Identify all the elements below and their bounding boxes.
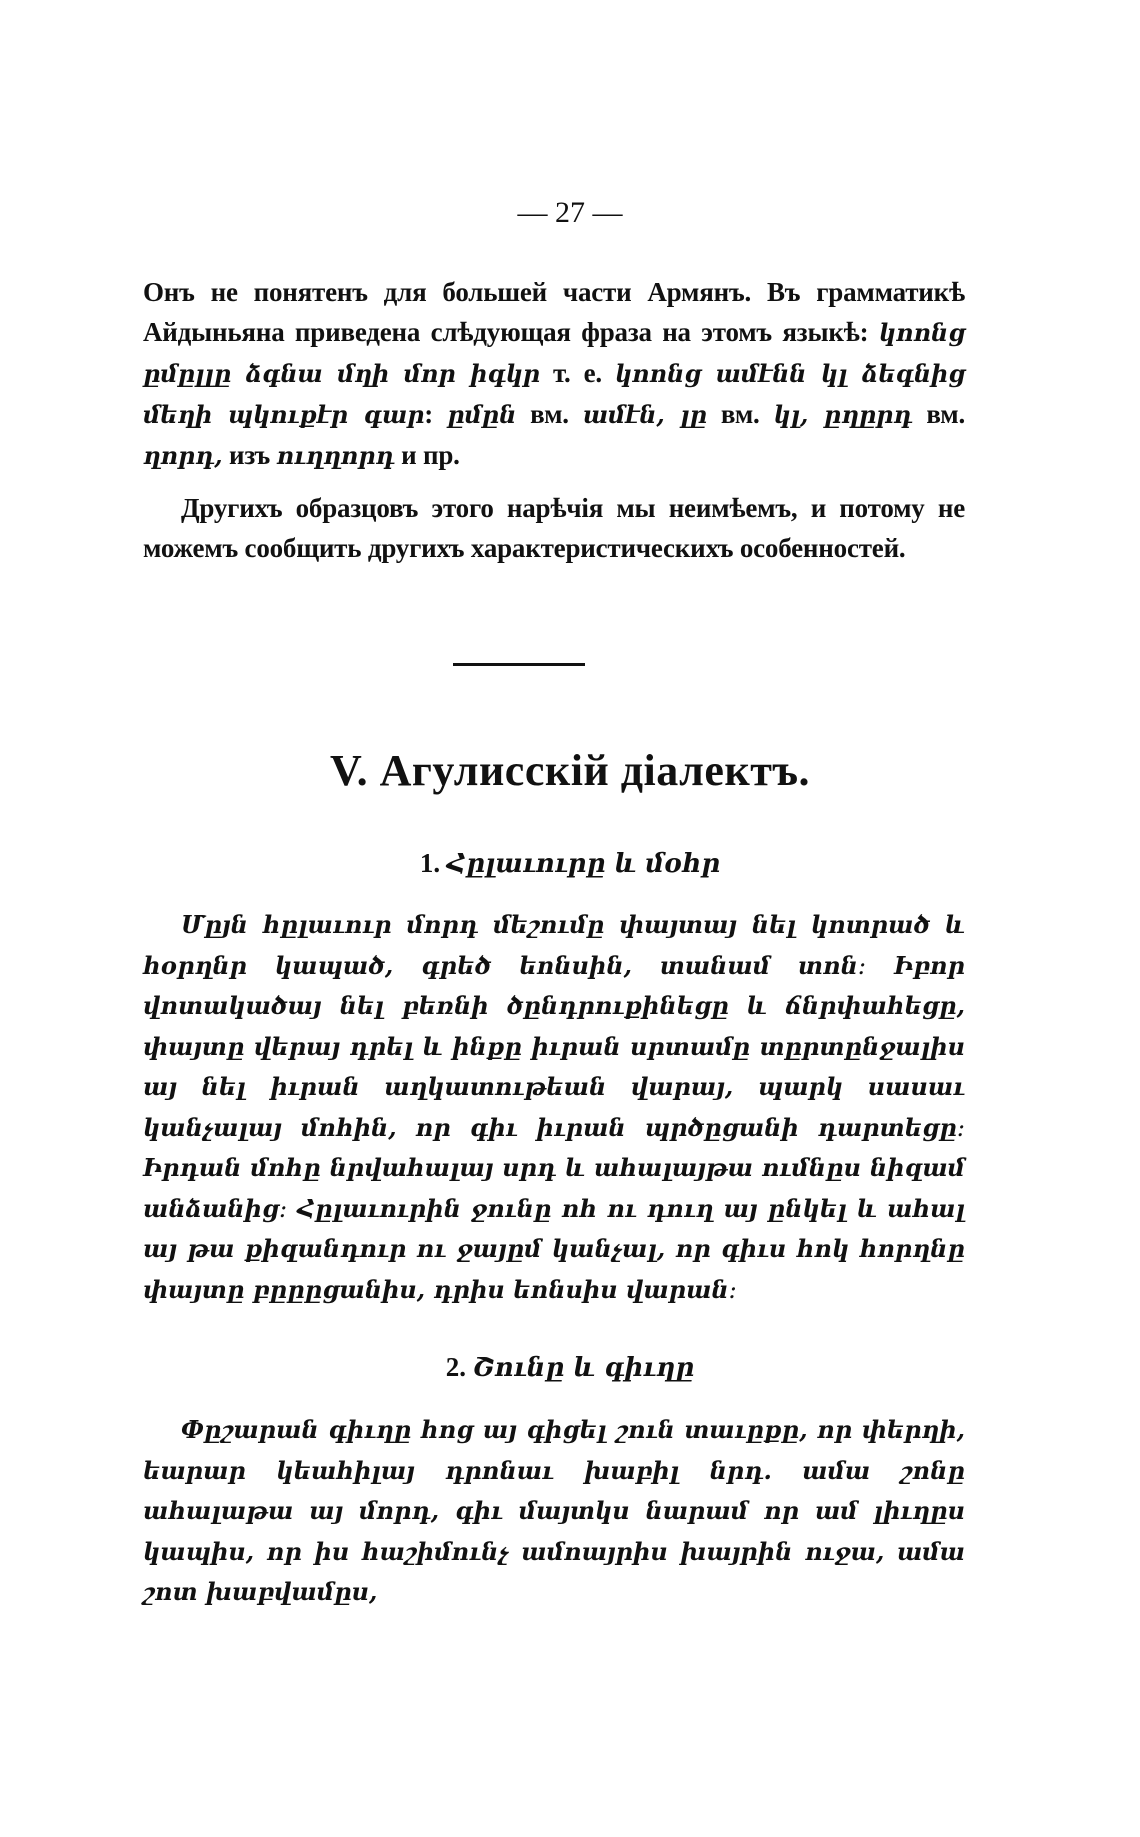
armenian-translation: կոոնց ամէնն կլ ձեգնից մեղի պկուքէր գար <box>143 359 965 429</box>
vm-text: вм. <box>516 399 583 429</box>
section-divider <box>453 663 585 666</box>
armenian-word: ղորդ, <box>143 441 223 470</box>
armenian-word: ամէն, լը <box>582 400 707 429</box>
section-1-title: Հըլաւուրը և մօհր <box>446 849 721 879</box>
te-text: т. е. <box>539 358 615 388</box>
from-text: изъ <box>222 440 277 470</box>
section-2-heading <box>0 1352 1140 1383</box>
section-2-body <box>143 1410 965 1613</box>
paragraph-2: Другихъ образцовъ этого нарѣчія мы неимѣемъ, и потому не можемъ сообщить другихъ характеристическихъ особенностей. <box>143 493 965 563</box>
section-2-title: Շունը և գիւղը <box>472 1353 695 1383</box>
armenian-word: կլ, ըղըրդ <box>773 400 913 429</box>
intro-paragraph <box>143 272 965 476</box>
armenian-phrase: կոոնց ըմըլլը ձգնա մղի մոր իգկր <box>143 318 965 388</box>
armenian-word: ըմըն <box>447 400 517 429</box>
intro-block <box>143 272 965 568</box>
page-number: — 27 — <box>517 196 623 229</box>
vm-text: вм. <box>912 399 966 429</box>
armenian-paragraph-1: Մըյն հըլաւուր մորդ մեշումը փայտայ նել կոտրած և հօրղնր կապած, գրեծ եոնսին, տանամ տոն։ Իբոր վոտակածայ նել բեռնի ծընդրուքինեցը և ճնրփահեցը, փայտը վերայ դրել և ինքը իւրան սրտամը տըրտընջալիս այ նել իւրան աղկատութեան վարայ, պարկ սասաւ կանչալայ մոհին, որ գիւ իւրան պրծըցանի դարտեցը։ Իրդան մոհը նրվահալայ սրդ և ահալայթա ումնըս նիզամ անձանից։ Հըլաւուրին ջունը ոհ ու դուղ այ ընկել և ահալ այ թա քիզանդուր ու ջայըմ կանչալ, որ գիւս հոկ հորղնը փայտը բըըըցանիս, դրիս եոնսիս վարան։ <box>143 910 965 1304</box>
armenian-word: ուղղորդ <box>276 441 395 470</box>
armenian-paragraph-2: Փըշարան գիւղը հոց այ գիցել շուն տաւըքը, որ փերղի, եարար կեահիլայ դրոնաւ խաբիլ նրդ. ամա շոնը ահալաթա այ մորդ, գիւ մայտկս նարամ որ ամ լիւղըս կապիս, որ իս հաշիմունչ ամոայրիս խայրին ուջա, ամա շոտ խաբվամըս, <box>143 1415 965 1606</box>
chapter-title: V. Агулисскій діалектъ. <box>330 746 810 795</box>
section-1-body <box>143 905 965 1310</box>
section-1-number: 1. <box>419 848 447 878</box>
section-2-number: 2. <box>445 1352 473 1382</box>
section-1-heading <box>0 848 1140 879</box>
separator: : <box>424 399 448 429</box>
etc-text: и пр. <box>394 440 460 470</box>
vm-text: вм. <box>706 399 774 429</box>
intro-line: Онъ не понятенъ для большей части Армянъ. Въ грамматикѣ Айдыньяна приведена слѣдующая фраза на этомъ языкѣ: <box>143 277 965 347</box>
